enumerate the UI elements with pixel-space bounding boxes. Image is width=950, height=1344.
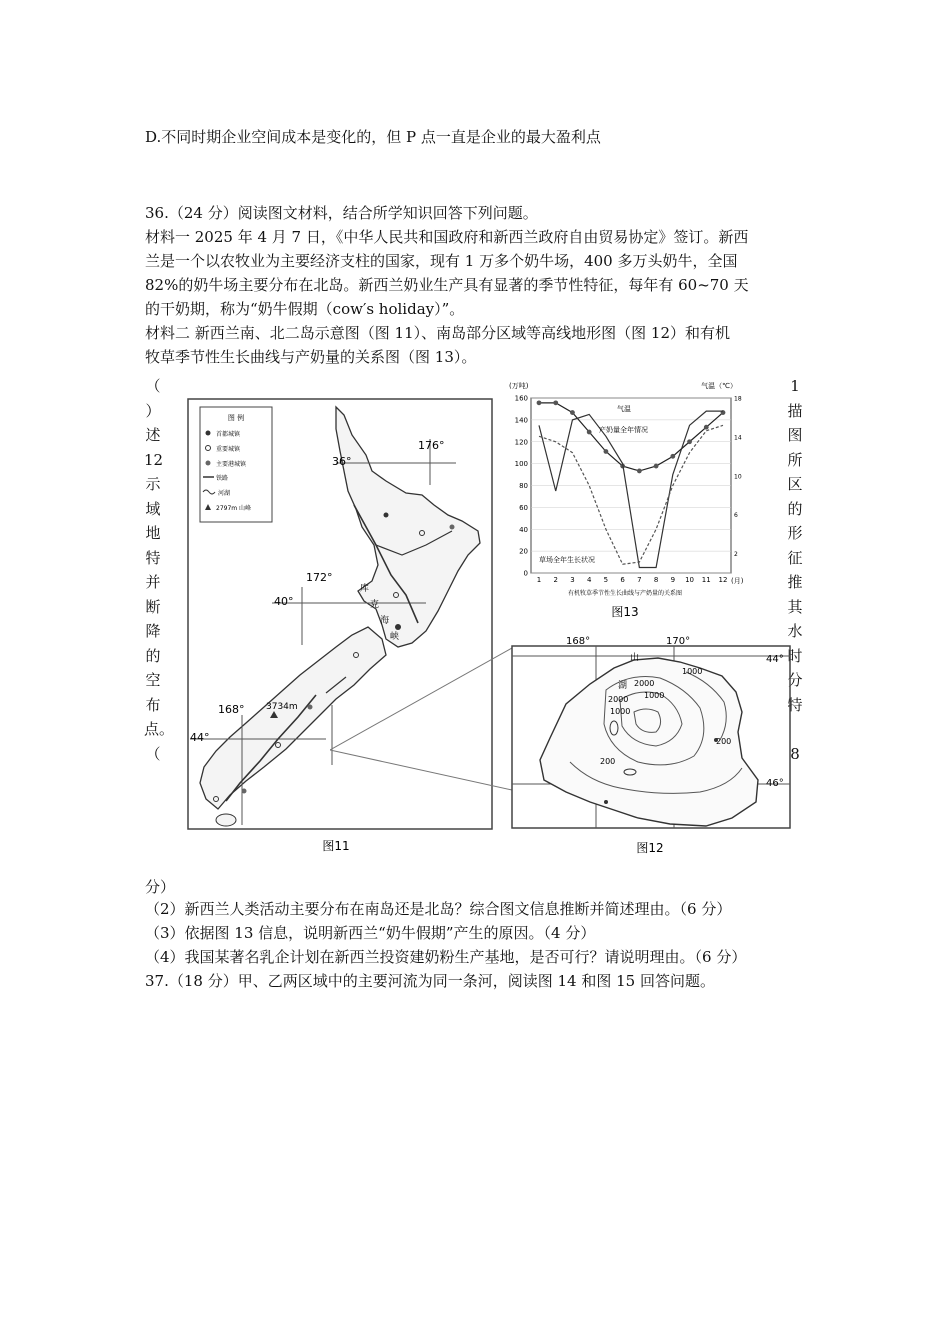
stewart-island-shape	[216, 814, 236, 826]
chart-point	[704, 425, 709, 430]
fig12-caption: 图12	[636, 841, 664, 855]
option-d-text: D.不同时期企业空间成本是变化的，但 P 点一直是企业的最大盈利点	[145, 128, 601, 146]
fig11-legend-title: 图 例	[227, 414, 245, 422]
cook-strait-char-2: 克	[370, 600, 380, 610]
chart-y-tick-label: 20	[519, 547, 528, 556]
chart-point	[654, 464, 659, 469]
right-column-char-6: 形	[787, 524, 803, 542]
chart-subtitle: 有机牧草季节性生长曲线与产奶量的关系图	[567, 590, 683, 597]
fig12-contour-4: 1000	[644, 691, 665, 700]
fig12-hu-label: 湖	[618, 681, 628, 691]
chart-y-tick-label: 0	[523, 569, 528, 578]
chart-y-tick-label: 140	[514, 416, 528, 425]
cook-strait-char-1: 库	[360, 584, 370, 594]
chart-left-axis-label: (万吨)	[509, 382, 529, 390]
chart-series-label: 草场全年生长状况	[539, 556, 595, 564]
left-column-char-5: 域	[145, 499, 161, 518]
material2-line-1: 材料二 新西兰南、北二岛示意图（图 11）、南岛部分区域等高线地形图（图 12）和有机	[145, 324, 730, 342]
fig11-legend-item-1: 首都城镇	[216, 431, 241, 438]
chart-x-tick-label: 11	[701, 576, 711, 584]
left-column-char-14: 点。	[144, 720, 175, 738]
q36-part-3: （3）依据图 13 信息，说明新西兰“奶牛假期”产生的原因。（4 分）	[145, 924, 596, 942]
fig11-legend-item-3: 主要港城镇	[216, 461, 247, 468]
fig11-lat-36: 36°	[332, 455, 352, 468]
left-column-char-0: （	[145, 377, 161, 395]
q37-heading: 37.（18 分）甲、乙两区域中的主要河流为同一条河，阅读图 14 和图 15 回答问题。	[145, 972, 715, 990]
left-column-char-2: 述	[145, 426, 161, 444]
left-column-char-13: 布	[145, 695, 161, 714]
fig12-lon-170: 170°	[666, 636, 691, 647]
fig12-contour-1: 1000	[682, 667, 703, 676]
chart-x-tick-label: 1	[536, 576, 542, 584]
capital-legend-icon	[206, 431, 211, 436]
left-column-char-3: 12	[144, 450, 164, 469]
port-legend-icon	[206, 461, 211, 466]
fig12-contour-3: 1000	[610, 707, 631, 716]
fig12-lat-46: 46°	[766, 778, 784, 789]
material1-line-4: 的干奶期，称为“奶牛假期（cow′s holiday）”。	[145, 300, 465, 318]
chart-point	[553, 400, 558, 405]
chart-y-tick-label: 160	[514, 394, 528, 403]
chart-x-tick-label: 5	[603, 576, 609, 584]
chart-y-tick-label: 80	[519, 482, 528, 490]
right-column-char-7: 征	[787, 548, 803, 567]
fig11-lon-176: 176°	[418, 439, 445, 452]
chart-series-label: 气温	[617, 405, 631, 413]
q36-part-4: （4）我国某著名乳企计划在新西兰投资建奶粉生产基地，是否可行？请说明理由。（6 分）	[145, 948, 747, 966]
right-column-char-15: 8	[790, 744, 800, 763]
right-column-char-1: 描	[787, 401, 803, 420]
material1-line-1: 材料一 2025 年 4 月 7 日，《中华人民共和国政府和新西兰政府自由贸易协定》签订。新西	[145, 228, 749, 246]
cook-strait-char-3: 海	[380, 616, 390, 626]
chart-x-tick-label: 3	[570, 576, 575, 584]
q36-heading: 36.（24 分）阅读图文材料，结合所学知识回答下列问题。	[145, 204, 538, 222]
fig12-contour-5: 2000	[634, 679, 655, 688]
chart-x-tick-label: 2	[553, 576, 558, 584]
chart-x-tick-label: 7	[637, 576, 642, 584]
fig12-contour-6: 200	[716, 737, 732, 746]
chart-y2-tick-label: 10	[734, 473, 742, 481]
chart-series-label: 产奶量全年情况	[599, 426, 648, 434]
right-column-char-0: 1	[790, 377, 800, 395]
right-column-char-9: 其	[787, 597, 803, 616]
chart-point	[637, 469, 642, 474]
right-column-char-2: 图	[787, 426, 803, 444]
fig12-contour-7: 200	[600, 757, 616, 766]
chart-x-tick-label: 10	[685, 576, 695, 584]
chart-point	[604, 449, 609, 454]
chart-x-tick-label: 8	[653, 576, 659, 584]
figure-13-chart	[505, 378, 745, 623]
chart-point	[570, 410, 575, 415]
chart-y2-tick-label: 2	[734, 551, 738, 559]
fig11-legend-item-6: 2797m 山峰	[216, 505, 252, 512]
chart-x-tick-label: 4	[586, 576, 592, 584]
material2-line-2: 牧草季节性生长曲线与产奶量的关系图（图 13）。	[145, 348, 477, 366]
chart-y-tick-label: 120	[514, 438, 528, 447]
left-column-char-4: 示	[145, 475, 161, 493]
fig11-lon-172: 172°	[306, 571, 333, 584]
left-column-char-6: 地	[145, 524, 161, 542]
fig12-lon-168: 168°	[566, 636, 591, 647]
right-column-char-5: 的	[787, 499, 803, 518]
left-column-char-9: 断	[145, 597, 161, 616]
right-column-char-4: 区	[787, 475, 803, 493]
fig11-legend-item-5: 河湖	[218, 490, 231, 497]
material1-line-2: 兰是一个以农牧业为主要经济支柱的国家，现有 1 万多个奶牛场，400 多万头奶牛，全国	[145, 252, 738, 270]
right-column-char-8: 推	[787, 573, 803, 591]
chart-point	[587, 430, 592, 435]
chart-x-tick-label: 12	[718, 576, 728, 584]
left-column-char-7: 特	[145, 548, 161, 567]
fig11-legend-item-2: 重要城镇	[216, 446, 241, 453]
chart-y2-tick-label: 6	[734, 512, 738, 520]
left-column-char-8: 并	[145, 573, 161, 591]
chart-y-tick-label: 60	[519, 503, 528, 512]
chart-series-line-1	[539, 411, 723, 567]
fig11-lat-40: 40°	[274, 595, 294, 608]
figure-12-contour-map	[510, 632, 795, 860]
chart-y2-tick-label: 18	[734, 395, 742, 403]
chart-y-tick-label: 100	[514, 460, 528, 469]
right-column-char-10: 水	[787, 622, 803, 640]
fig12-contour-2: 2000	[608, 695, 629, 704]
left-column-char-15: （	[145, 744, 161, 763]
fig11-legend-item-4: 铁路	[216, 475, 229, 482]
chart-point	[670, 454, 675, 459]
left-column-char-11: 的	[145, 646, 161, 665]
chart-series-line-0	[539, 403, 723, 471]
right-column-char-12: 分	[787, 671, 803, 689]
chart-title: 图13	[611, 605, 639, 619]
right-column-char-13: 特	[787, 695, 803, 714]
fen-text: 分）	[145, 878, 176, 896]
fig11-peak-height: 3734m	[266, 702, 298, 712]
material1-line-3: 82%的奶牛场主要分布在北岛。新西兰奶业生产具有显著的季节性特征，每年有 60~70 天	[145, 276, 749, 294]
chart-y-tick-label: 40	[519, 525, 528, 534]
left-column-char-1: ）	[145, 401, 161, 420]
fig11-lat-44: 44°	[190, 731, 210, 744]
north-island-shape	[336, 407, 480, 647]
chart-x-label: (月)	[731, 577, 744, 585]
fig11-lon-168: 168°	[218, 703, 245, 716]
figure-connector-lines	[330, 640, 520, 800]
left-column-char-12: 空	[145, 671, 161, 689]
left-column-char-10: 降	[145, 622, 161, 640]
cook-strait-char-4: 峡	[390, 632, 400, 642]
chart-point	[687, 439, 692, 444]
chart-x-tick-label: 9	[670, 576, 676, 584]
chart-right-axis-label: 气温（℃）	[701, 382, 737, 390]
right-column-char-3: 所	[787, 450, 803, 469]
right-column-char-11: 时	[787, 646, 803, 665]
fig11-caption: 图11	[322, 839, 350, 853]
chart-x-tick-label: 6	[620, 576, 625, 584]
chart-y2-tick-label: 14	[734, 434, 742, 442]
fig12-shan-label: 山	[630, 653, 640, 663]
fig12-lat-44: 44°	[766, 654, 784, 665]
chart-point	[537, 400, 542, 405]
left-column-text	[144, 374, 175, 766]
q36-part-2: （2）新西兰人类活动主要分布在南岛还是北岛？综合图文信息推断并简述理由。（6 分）	[145, 900, 732, 918]
